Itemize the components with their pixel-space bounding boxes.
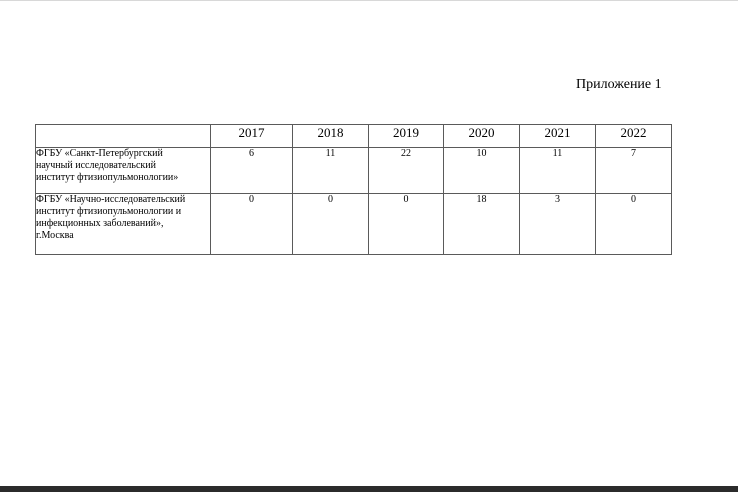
value-cell-2017: 6 <box>211 148 293 194</box>
value-cell-2021: 3 <box>520 194 596 255</box>
organization-name-line: ФГБУ «Научно-исследовательский <box>36 194 186 205</box>
organization-name-line: научный исследовательский <box>36 160 156 171</box>
value-cell-2020: 10 <box>444 148 520 194</box>
organization-name-line: г.Москва <box>36 230 74 241</box>
year-header-2019: 2019 <box>369 125 444 148</box>
organization-name-line: институт фтизиопульмонологии» <box>36 172 179 183</box>
value-cell-2021: 11 <box>520 148 596 194</box>
value-cell-2019: 0 <box>369 194 444 255</box>
year-header-2020: 2020 <box>444 125 520 148</box>
value-cell-2022: 0 <box>596 194 672 255</box>
year-header-2022: 2022 <box>596 125 672 148</box>
organization-name-line: ФГБУ «Санкт-Петербургский <box>36 148 163 159</box>
table-header-row <box>36 125 672 148</box>
value-cell-2019: 22 <box>369 148 444 194</box>
table-row <box>36 148 672 194</box>
value-cell-2018: 0 <box>293 194 369 255</box>
year-header-2021: 2021 <box>520 125 596 148</box>
appendix-label: Приложение 1 <box>576 77 662 92</box>
organization-cell <box>36 194 211 255</box>
value-cell-2022: 7 <box>596 148 672 194</box>
year-header-2017: 2017 <box>211 125 293 148</box>
value-cell-2020: 18 <box>444 194 520 255</box>
value-cell-2017: 0 <box>211 194 293 255</box>
organization-name-line: инфекционных заболеваний», <box>36 218 164 229</box>
header-corner-cell <box>36 125 211 148</box>
value-cell-2018: 11 <box>293 148 369 194</box>
organization-cell <box>36 148 211 194</box>
year-header-2018: 2018 <box>293 125 369 148</box>
bottom-dark-bar <box>0 486 738 492</box>
data-table <box>35 124 672 255</box>
top-border-line <box>0 0 738 1</box>
table-row <box>36 194 672 255</box>
organization-name-line: институт фтизиопульмонологии и <box>36 206 182 217</box>
